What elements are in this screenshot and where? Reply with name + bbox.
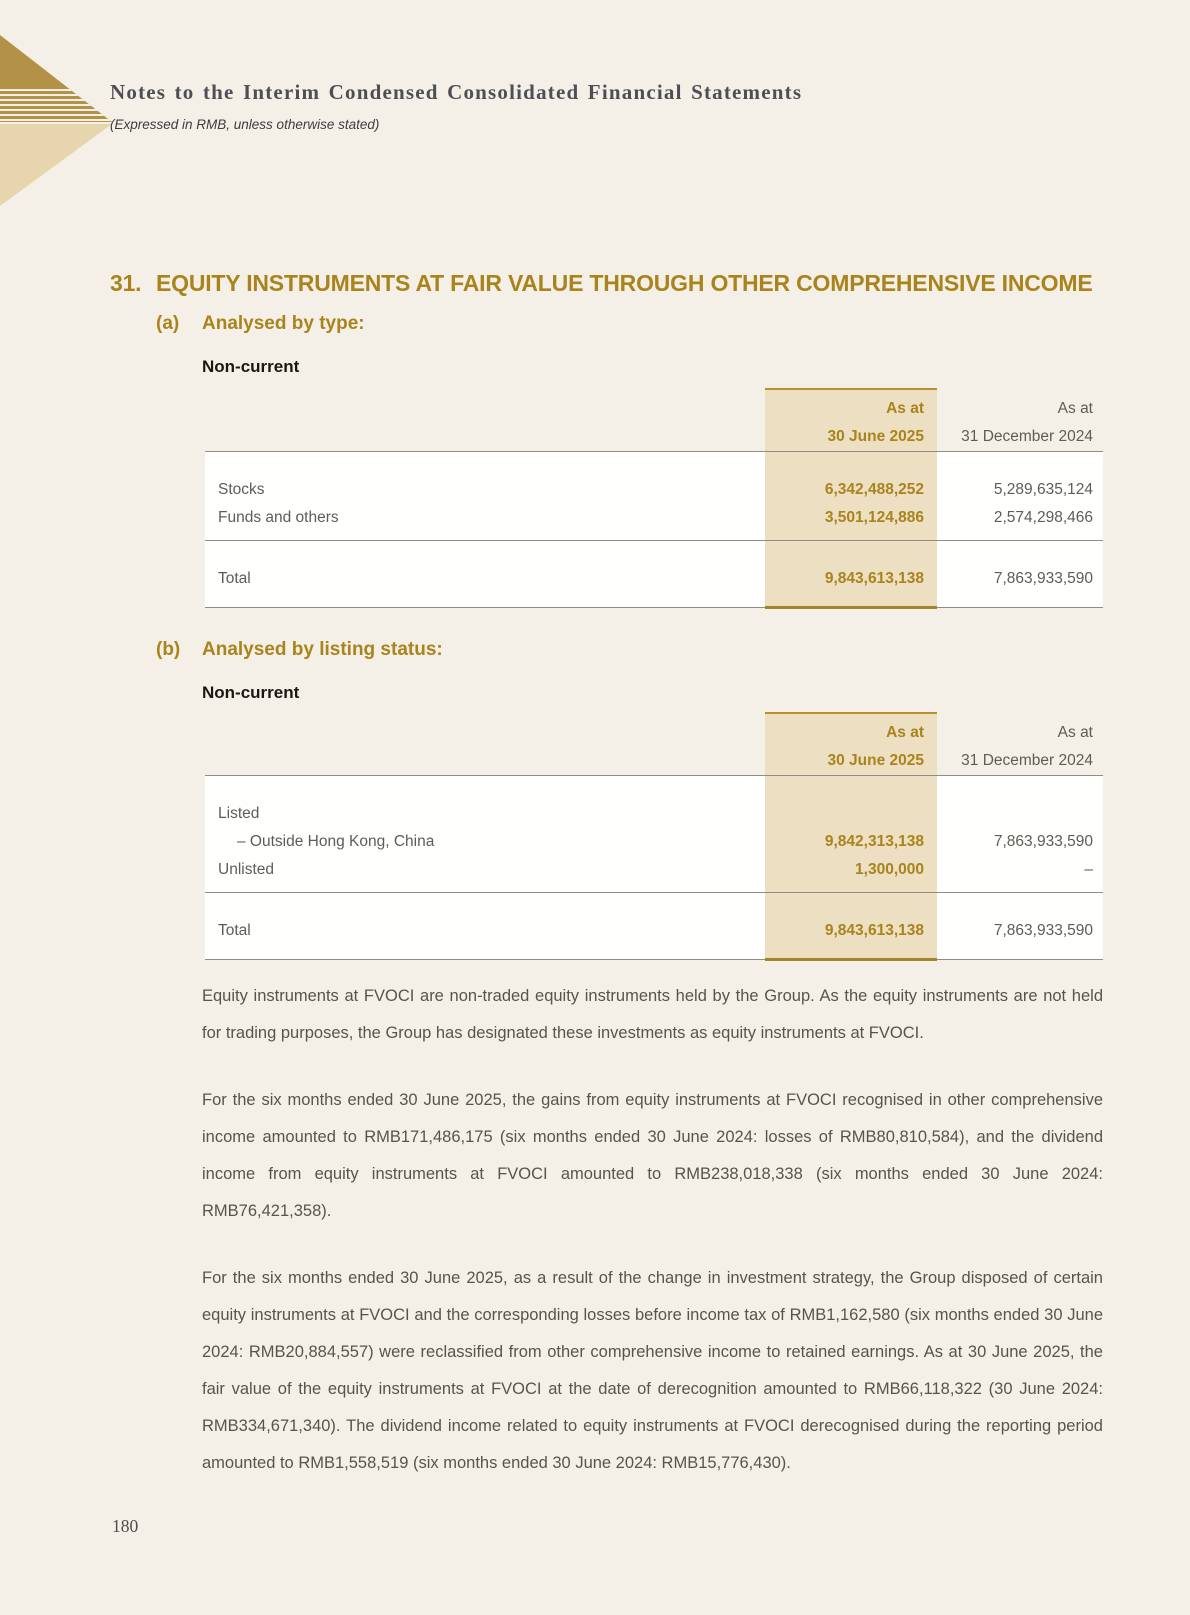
- table-a-header-current-line1: As at: [886, 400, 924, 417]
- row-prior-value: 2,574,298,466: [993, 509, 1093, 526]
- table-b-header-current-line2: 30 June 2025: [827, 752, 924, 769]
- row-current-value: 1,300,000: [855, 861, 924, 878]
- table-b-header-rule: [205, 775, 1103, 776]
- row-prior-value: –: [1084, 861, 1093, 878]
- total-current-value: 9,843,613,138: [824, 570, 924, 587]
- row-current-value: [765, 800, 937, 828]
- row-label: – Outside Hong Kong, China: [237, 833, 435, 850]
- section-heading: [110, 270, 1120, 297]
- table-row: [205, 800, 1103, 828]
- subsection-b-subheading: Non-current: [202, 683, 300, 702]
- corner-triangle-tan: [0, 124, 112, 206]
- table-b-header-current-line1: As at: [886, 724, 924, 741]
- subsection-b-title: Analysed by listing status:: [202, 639, 443, 660]
- subsection-b-letter: (b): [156, 639, 181, 660]
- table-b-header-prior-line1: As at: [1057, 724, 1093, 741]
- corner-triangle-gold-striped: [0, 35, 112, 122]
- subsection-a-heading: [156, 313, 1056, 335]
- row-current-value: 3,501,124,886: [824, 509, 924, 526]
- subsection-b-heading: [156, 639, 1056, 661]
- paragraph-fvoci-designation: Equity instruments at FVOCI are non-traded equity instruments held by the Group. As the equity instruments are not held for trading purposes, the Group has designated these investments as equity instruments at FVOCI.: [202, 987, 1103, 1042]
- document-title: Notes to the Interim Condensed Consolidated Financial Statements: [110, 80, 803, 104]
- corner-decoration: [0, 30, 112, 206]
- table-analysed-by-listing-status: [205, 712, 1103, 960]
- table-a-header-current-line2: 30 June 2025: [827, 428, 924, 445]
- total-label: Total: [218, 570, 251, 587]
- table-b-header-prior-line2: 31 December 2024: [961, 752, 1093, 769]
- section-number: 31.: [110, 270, 142, 296]
- table-a-body: [205, 452, 1103, 607]
- row-label: Funds and others: [218, 509, 339, 526]
- table-a-header-rule: [205, 451, 1103, 452]
- total-prior-value: 7,863,933,590: [993, 922, 1093, 939]
- row-current-value: 9,842,313,138: [824, 833, 924, 850]
- paragraph-disposals-and-reclassification: For the six months ended 30 June 2025, as a result of the change in investment strategy, the Group disposed of certain equity instruments at FVOCI and the corresponding losses before income tax of RMB1,162,580 (six months ended 30 June 2024: RMB20,884,557) were reclassified from other comprehensive income to retained earnings. As at 30 June 2025, the fair value of the equity instruments at FVOCI at the date of derecognition amounted to RMB66,118,322 (30 June 2024: RMB334,671,340). The dividend income related to equity instruments at FVOCI derecognised during the reporting period amounted to RMB1,558,519 (six months ended 30 June 2024: RMB15,776,430).: [202, 1269, 1103, 1472]
- section-title: EQUITY INSTRUMENTS AT FAIR VALUE THROUGH OTHER COMPREHENSIVE INCOME: [156, 270, 1093, 296]
- table-row: [205, 856, 1103, 884]
- table-a-header-prior-line1: As at: [1057, 400, 1093, 417]
- row-current-value: 6,342,488,252: [824, 481, 924, 498]
- table-row: [205, 828, 1103, 856]
- row-label: Listed: [218, 805, 260, 822]
- table-total-row: [205, 565, 1103, 593]
- table-a-header-prior-line2: 31 December 2024: [961, 428, 1093, 445]
- table-b-header-spacer: [205, 719, 765, 747]
- row-prior-value: [937, 800, 1103, 828]
- subsection-a-subheading: Non-current: [202, 357, 300, 376]
- document-subtitle: (Expressed in RMB, unless otherwise stated): [110, 117, 380, 132]
- table-analysed-by-type: [205, 388, 1103, 608]
- table-total-row: [205, 917, 1103, 945]
- total-current-value: 9,843,613,138: [824, 922, 924, 939]
- table-a-total-rule: [205, 540, 1103, 541]
- table-a-header-spacer: [205, 423, 765, 451]
- table-b-header-spacer: [205, 747, 765, 775]
- note-paragraphs: [202, 978, 1103, 1482]
- table-row: [205, 476, 1103, 504]
- row-label: Stocks: [218, 481, 265, 498]
- row-prior-value: 5,289,635,124: [993, 481, 1093, 498]
- row-prior-value: 7,863,933,590: [993, 833, 1093, 850]
- table-a-header-spacer: [205, 395, 765, 423]
- table-b-body: [205, 776, 1103, 959]
- table-b-header: [205, 712, 1103, 775]
- page-number: 180: [112, 1516, 139, 1536]
- row-label: Unlisted: [218, 861, 274, 878]
- subsection-a-letter: (a): [156, 313, 180, 334]
- table-row: [205, 504, 1103, 532]
- total-prior-value: 7,863,933,590: [993, 570, 1093, 587]
- table-b-total-rule: [205, 892, 1103, 893]
- total-label: Total: [218, 922, 251, 939]
- table-a-header: [205, 388, 1103, 451]
- paragraph-gains-and-dividends: For the six months ended 30 June 2025, the gains from equity instruments at FVOCI recognised in other comprehensive income amounted to RMB171,486,175 (six months ended 30 June 2024: losses of RMB80,810,584), and the dividend income from equity instruments at FVOCI amounted to RMB238,018,338 (six months ended 30 June 2024: RMB76,421,358).: [202, 1091, 1103, 1220]
- subsection-a-title: Analysed by type:: [202, 313, 365, 334]
- page-header: [110, 80, 1090, 132]
